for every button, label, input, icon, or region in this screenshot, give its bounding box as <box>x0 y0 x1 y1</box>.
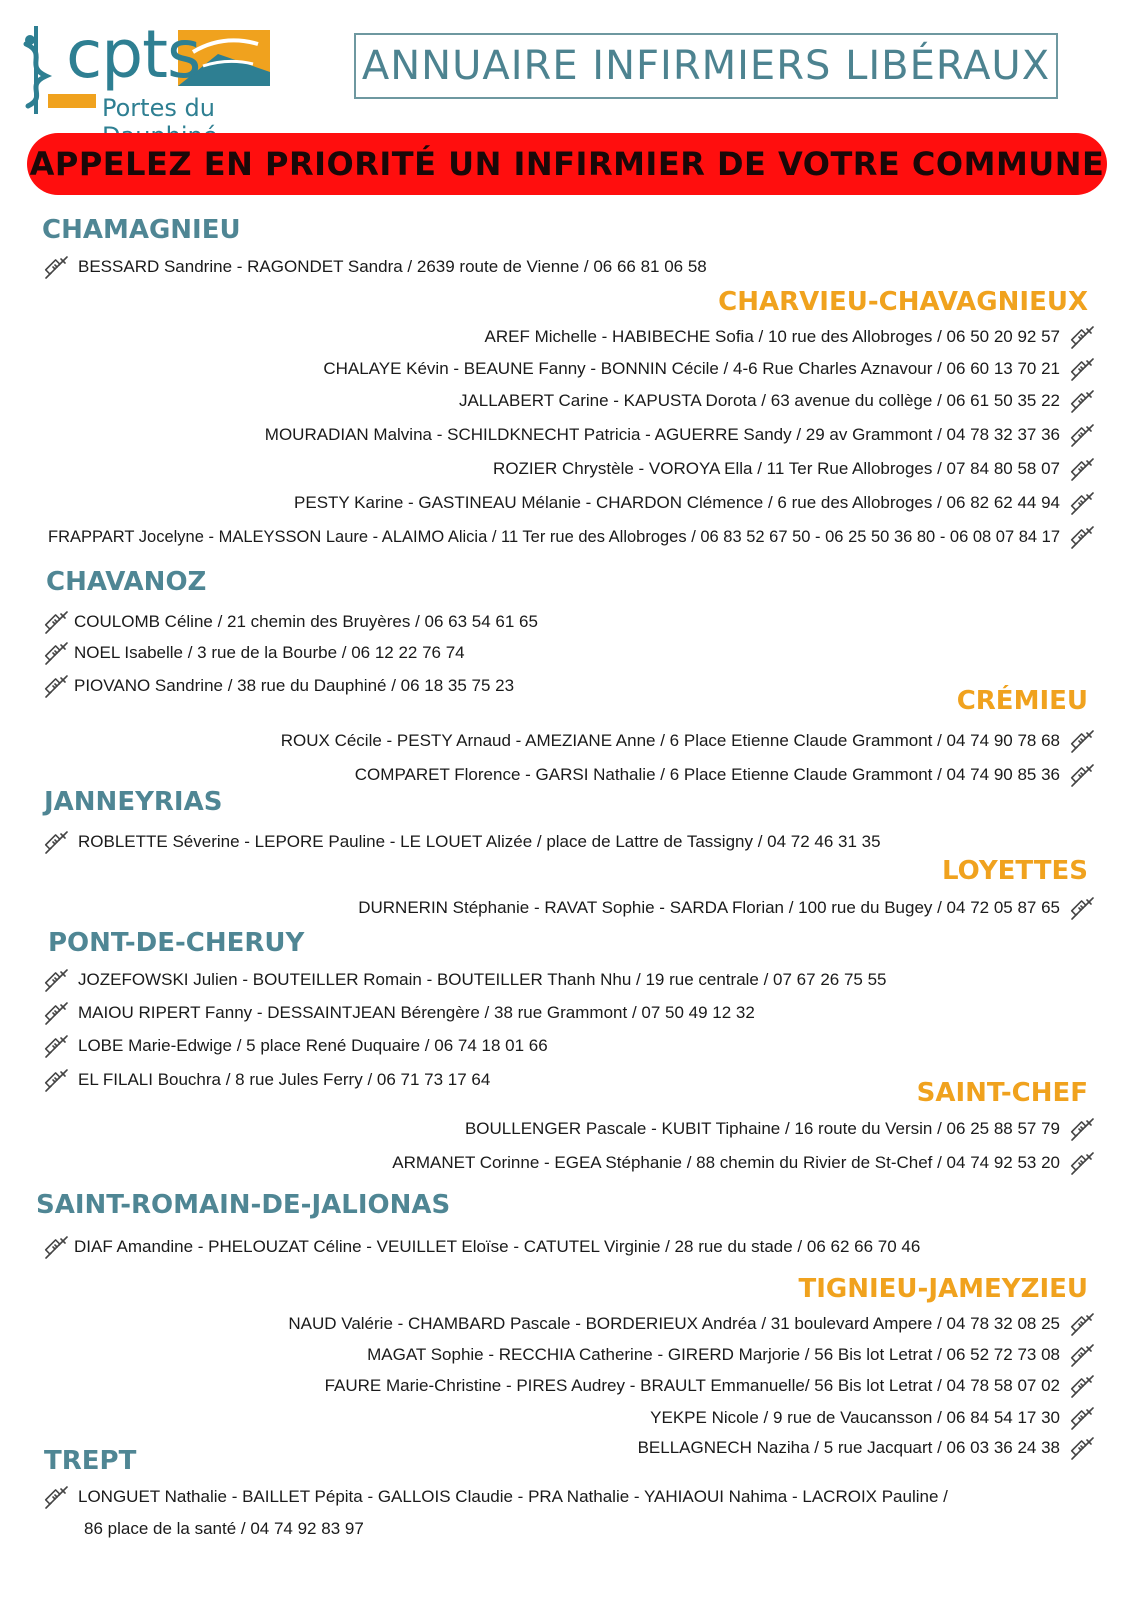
syringe-icon <box>1070 1116 1096 1142</box>
logo-wordmark: cpts <box>66 16 201 93</box>
list-item <box>325 1373 1096 1399</box>
syringe-icon <box>44 1000 70 1026</box>
town-heading-chamagnieu: CHAMAGNIEU <box>42 215 241 245</box>
syringe-icon <box>1070 1405 1096 1431</box>
list-item <box>48 524 1096 550</box>
list-item <box>44 640 465 666</box>
syringe-icon <box>44 967 70 993</box>
entry-text: FRAPPART Jocelyne - MALEYSSON Laure - ALAIMO Alicia / 11 Ter rue des Allobroges / 06 83 52 67 50 - 06 25 50 36 80 - 06 08 07 84 17 <box>48 528 1060 546</box>
syringe-icon <box>1070 895 1096 921</box>
syringe-icon <box>1070 388 1096 414</box>
entry-text: DIAF Amandine - PHELOUZAT Céline - VEUILLET Eloïse - CATUTEL Virginie / 28 rue du stade / 06 62 66 70 46 <box>74 1237 921 1256</box>
syringe-icon <box>44 1033 70 1059</box>
syringe-icon <box>44 254 70 280</box>
entry-text: LOBE Marie-Edwige / 5 place René Duquaire / 06 74 18 01 66 <box>78 1036 548 1055</box>
list-item <box>367 1342 1096 1368</box>
list-item <box>355 762 1096 788</box>
syringe-icon <box>1070 1435 1096 1461</box>
entry-text: NAUD Valérie - CHAMBARD Pascale - BORDERIEUX Andréa / 31 boulevard Ampere / 04 78 32 08 25 <box>288 1314 1060 1333</box>
syringe-icon <box>1070 422 1096 448</box>
entry-text: PESTY Karine - GASTINEAU Mélanie - CHARDON Clémence / 6 rue des Allobroges / 06 82 62 44 94 <box>294 493 1060 512</box>
entry-text: MAGAT Sophie - RECCHIA Catherine - GIRERD Marjorie / 56 Bis lot Letrat / 06 52 72 73 08 <box>367 1345 1060 1364</box>
entry-text: DURNERIN Stéphanie - RAVAT Sophie - SARDA Florian / 100 rue du Bugey / 04 72 05 87 65 <box>358 898 1060 917</box>
syringe-icon <box>1070 1150 1096 1176</box>
entry-text: COMPARET Florence - GARSI Nathalie / 6 Place Etienne Claude Grammont / 04 74 90 85 36 <box>354 765 1060 784</box>
syringe-icon <box>44 1067 70 1093</box>
entry-text: AREF Michelle - HABIBECHE Sofia / 10 rue des Allobroges / 06 50 20 92 57 <box>484 327 1060 346</box>
syringe-icon <box>1070 728 1096 754</box>
town-heading-tignieu-jameyzieu: TIGNIEU-JAMEYZIEU <box>798 1274 1088 1304</box>
entry-text: JALLABERT Carine - KAPUSTA Dorota / 63 avenue du collège / 06 61 50 35 22 <box>458 391 1060 410</box>
entry-text: ROZIER Chrystèle - VOROYA Ella / 11 Ter Rue Allobroges / 07 84 80 58 07 <box>493 459 1060 478</box>
list-item <box>638 1435 1096 1461</box>
entry-text: COULOMB Céline / 21 chemin des Bruyères / 06 63 54 61 65 <box>74 612 538 631</box>
logo-subtitle: Portes du <box>102 94 215 122</box>
syringe-icon <box>44 829 70 855</box>
list-item <box>265 422 1096 448</box>
syringe-icon <box>1070 324 1096 350</box>
town-heading-saint-chef: SAINT-CHEF <box>916 1078 1088 1108</box>
list-item <box>281 728 1096 754</box>
list-item <box>44 1484 948 1510</box>
syringe-icon <box>44 673 70 699</box>
list-item <box>294 490 1096 516</box>
town-heading-loyettes: LOYETTES <box>942 856 1088 886</box>
entry-text: ARMANET Corinne - EGEA Stéphanie / 88 chemin du Rivier de St-Chef / 04 74 92 53 20 <box>392 1153 1060 1172</box>
list-item <box>44 967 887 993</box>
list-item <box>493 456 1096 482</box>
town-heading-pont-de-cheruy: PONT-DE-CHERUY <box>48 928 305 958</box>
syringe-icon <box>44 640 70 666</box>
list-item <box>392 1150 1096 1176</box>
town-heading-trept: TREPT <box>44 1446 137 1476</box>
entry-text: JOZEFOWSKI Julien - BOUTEILLER Romain - BOUTEILLER Thanh Nhu / 19 rue centrale / 07 67 26 75 55 <box>78 970 887 989</box>
syringe-icon <box>44 609 70 635</box>
syringe-icon <box>1070 762 1096 788</box>
list-item <box>44 1033 548 1059</box>
entry-text: YEKPE Nicole / 9 rue de Vaucansson / 06 84 54 17 30 <box>650 1408 1060 1427</box>
syringe-icon <box>1070 1342 1096 1368</box>
list-item <box>323 356 1096 382</box>
list-item <box>44 1000 755 1026</box>
entry-text: BELLAGNECH Naziha / 5 rue Jacquart / 06 03 36 24 38 <box>637 1438 1060 1457</box>
list-item <box>485 324 1096 350</box>
list-item <box>44 829 881 855</box>
list-item <box>288 1311 1096 1337</box>
syringe-icon <box>1070 1311 1096 1337</box>
list-item <box>465 1116 1096 1142</box>
entry-text: ROUX Cécile - PESTY Arnaud - AMEZIANE Anne / 6 Place Etienne Claude Grammont / 04 74 90 78 68 <box>280 731 1060 750</box>
list-item <box>459 388 1096 414</box>
town-heading-janneyrias: JANNEYRIAS <box>44 787 223 817</box>
entry-text: ROBLETTE Séverine - LEPORE Pauline - LE LOUET Alizée / place de Lattre de Tassigny / 04 72 46 31 35 <box>78 832 881 851</box>
entry-text: PIOVANO Sandrine / 38 rue du Dauphiné / 06 18 35 75 23 <box>74 676 515 695</box>
list-item <box>358 895 1096 921</box>
syringe-icon <box>44 1484 70 1510</box>
syringe-icon <box>1070 356 1096 382</box>
town-heading-cremieu: CRÉMIEU <box>956 686 1088 716</box>
syringe-icon <box>1070 1373 1096 1399</box>
list-item <box>44 254 707 280</box>
entry-text: MOURADIAN Malvina - SCHILDKNECHT Patricia - AGUERRE Sandy / 29 av Grammont / 04 78 32 37 36 <box>264 425 1060 444</box>
town-heading-chavanoz: CHAVANOZ <box>46 567 207 597</box>
list-item <box>44 673 514 699</box>
cpts-logo <box>18 14 288 124</box>
list-item <box>44 1234 920 1260</box>
syringe-icon <box>1070 456 1096 482</box>
syringe-icon <box>1070 524 1096 550</box>
entry-text: BOULLENGER Pascale - KUBIT Tiphaine / 16 route du Versin / 06 25 88 57 79 <box>464 1119 1060 1138</box>
entry-text: NOEL Isabelle / 3 rue de la Bourbe / 06 12 22 76 74 <box>74 643 465 662</box>
page-title: ANNUAIRE INFIRMIERS LIBÉRAUX <box>354 33 1058 99</box>
list-item <box>44 609 538 635</box>
town-heading-charvieu-chavagnieux: CHARVIEU-CHAVAGNIEUX <box>718 287 1088 317</box>
syringe-icon <box>1070 490 1096 516</box>
syringe-icon <box>44 1234 70 1260</box>
entry-text: BESSARD Sandrine - RAGONDET Sandra / 2639 route de Vienne / 06 66 81 06 58 <box>78 257 707 276</box>
list-item <box>650 1405 1096 1431</box>
town-heading-saint-romain-de-jalionas: SAINT-ROMAIN-DE-JALIONAS <box>36 1190 451 1220</box>
entry-text: LONGUET Nathalie - BAILLET Pépita - GALLOIS Claudie - PRA Nathalie - YAHIAOUI Nahima - LACROIX Pauline / <box>78 1487 948 1506</box>
entry-text: EL FILALI Bouchra / 8 rue Jules Ferry / 06 71 73 17 64 <box>78 1070 491 1089</box>
entry-text: MAIOU RIPERT Fanny - DESSAINTJEAN Bérengère / 38 rue Grammont / 07 50 49 12 32 <box>78 1003 755 1022</box>
priority-banner: APPELEZ EN PRIORITÉ UN INFIRMIER DE VOTRE COMMUNE <box>27 133 1107 195</box>
entry-text-continued: 86 place de la santé / 04 74 92 83 97 <box>84 1519 364 1538</box>
list-item <box>44 1067 490 1093</box>
entry-text: FAURE Marie-Christine - PIRES Audrey - BRAULT Emmanuelle/ 56 Bis lot Letrat / 04 78 58 07 02 <box>324 1376 1060 1395</box>
entry-text: CHALAYE Kévin - BEAUNE Fanny - BONNIN Cécile / 4-6 Rue Charles Aznavour / 06 60 13 70 21 <box>323 359 1060 378</box>
